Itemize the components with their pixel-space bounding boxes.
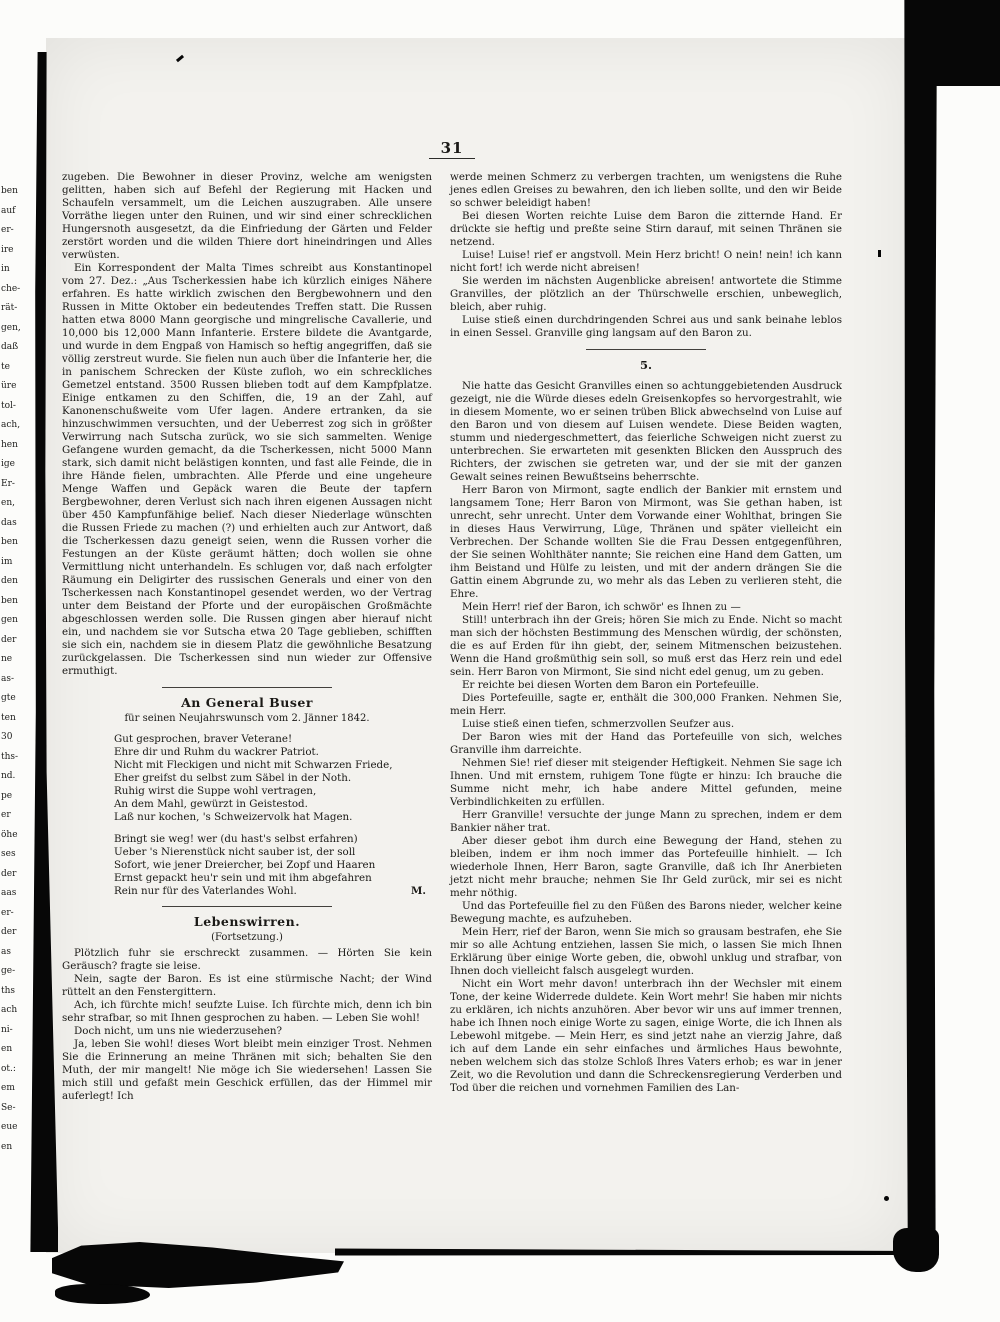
margin-fragment: ne [1, 654, 13, 664]
margin-fragment: nd. [1, 771, 16, 781]
story-paragraph: Bei diesen Worten reichte Luise dem Baron die zitternde Hand. Er drückte sie heftig und preßte seine Stirn darauf, mit seinen Thränen sie netzend. [450, 210, 842, 248]
margin-fragment: gte [1, 693, 16, 703]
margin-fragment: as- [1, 673, 15, 684]
scan-ink-blot-bottom-right [893, 1228, 939, 1272]
margin-fragment: ach [1, 1005, 18, 1015]
story-paragraph: Mein Herr! rief der Baron, ich schwör' es Ihnen zu — [462, 601, 741, 613]
story-paragraph: werde meinen Schmerz zu verbergen trachten, um wenigstens die Ruhe jenes edlen Greises zu bewahren, den ich lieben sollte, und den wir Beide so schwer beleidigt haben! [450, 171, 842, 209]
section-divider [162, 687, 332, 688]
margin-fragment: 30 [1, 732, 13, 742]
margin-fragment: in [1, 264, 10, 274]
news-article [62, 171, 432, 678]
margin-fragment: ige [1, 459, 15, 469]
story-paragraph: Und das Portefeuille fiel zu den Füßen des Barons nieder, welcher keine Bewegung machte, es aufzuheben. [450, 900, 842, 925]
story-continuation-chapter [450, 380, 842, 1095]
poem-line: Ruhig wirst die Suppe wohl vertragen, [114, 785, 317, 797]
section-divider [162, 906, 332, 907]
left-margin-text-fragments [1, 182, 25, 1174]
margin-fragment: Er- [1, 478, 15, 489]
story-paragraph: Luise! Luise! rief er angstvoll. Mein Herz bricht! O nein! nein! ich kann nicht fort! ich werde nicht abreisen! [450, 249, 842, 274]
margin-fragment: tol- [1, 400, 16, 411]
story-paragraph: Luise stieß einen durchdringenden Schrei aus und sank beinahe leblos in einen Sessel. Granville ging langsam auf den Baron zu. [450, 314, 842, 339]
story-paragraph: Aber dieser gebot ihm durch eine Bewegung der Hand, stehen zu bleiben, indem er ihm noch immer das Portefeuille hinhielt. — Ich wiederhole Ihnen, Herr Baron, sagte Granville, daß ich Ihr Anerbieten jetzt nicht mehr brauche; nehmen Sie Ihr Geld zurück, mir sei es nicht mehr nöthig. [450, 835, 842, 899]
margin-fragment: as [1, 946, 11, 957]
story-paragraph: Nein, sagte der Baron. Es ist eine stürmische Nacht; der Wind rüttelt an den Fenstergittern. [62, 973, 432, 998]
margin-fragment: der [1, 868, 17, 879]
story-paragraph: Herr Baron von Mirmont, sagte endlich der Bankier mit ernstem und langsamem Tone; Herr Baron von Mirmont, was Sie gethan haben, ist unrecht, sehr unrecht. Unter dem Vorwande einer Wohlthat, bringen Sie in dieses Haus Verwirrung, Lüge, Thränen und später vielleicht ein Verbrechen. Der Schande wollten Sie die Frau Dessen entgegenführen, der Sie seinen Wohlthäter nannte; Sie reichen eine Hand dem Gatten, um ihm Beistand und Hülfe zu leisten, und mit der andern drängen Sie die Gattin einem Abgrunde zu, wo mehr als das Leben zu verlieren steht, die Ehre. [450, 484, 842, 600]
margin-fragment: ten [1, 712, 16, 723]
margin-fragment: ben [1, 537, 18, 547]
news-paragraph: Ein Korrespondent der Malta Times schreibt aus Konstantinopel vom 27. Dez.: „Aus Tscherkessien habe ich kürzlich einiges Nähere erfahren. Es hatte wirklich zwischen den Bergbewohnern und den Russen in Mitte Oktober ein bedeutendes Treffen statt. Die Russen hatten etwa 8000 Mann georgische und mingrelische Cavallerie, und 10,000 bis 12,000 Mann Infanterie. Erstere bildete die Avantgarde, und wurde in dem Engpaß von Hamisch so heftig angegriffen, daß sie völlig zerstreut wurde. Sie fielen nun auch über die Infanterie her, die in panischem Schrecken der Küste zufloh, wo ein schreckliches Gemetzel entstand. 3500 Russen blieben todt auf dem Kampfplatze. Einige entkamen zu den Schiffen, die, 19 an der Zahl, auf Kanonenschußweite vom Ufer lagen. Andere ertranken, da sie hinzuschwimmen versuchten, und der Ueberrest zog sich in größter Verwirrung nach Sutscha zurück, wo sie sich sammelten. Wenige Gefangene wurden gemacht, da die Tscherkessen, nicht 5000 Mann stark, sich damit nicht belästigen konnten, und fast alle Feinde, die in ihre Hände fielen, umbrachten. Alle Pferde und eine ungeheure Menge Waffen und Gepäck waren die Beute der tapfern Bergbewohner, deren Verlust sich nach ihren eigenen Aussagen nicht über 450 Kampfunfähige belief. Nach dieser Niederlage wünschten die Russen Friede zu machen (?) und erhielten auch zur Antwort, daß die Tscherkessen dazu geneigt seien, wenn die Russen vorher die Festungen an der Küste geräumt hätten; doch wollen sie ohne Vermittlung nicht unterhandeln. Es schlugen vor, daß nach erfolgter Räumung ein Deligirter des russischen Generals und einer von den Tscherkessen nach Konstantinopel gesendet werden, wo der Vertrag unter dem Beistand der Pforte und der europäischen Großmächte abgeschlossen werden solle. Die Russen gingen aber hierauf nicht ein, und nachdem sie vor Sutscha etwa 20 Tage geblieben, schifften sie sich ein, nachdem sie in diesem Platz die gewöhnliche Besatzung zurückgelassen. Die Tscherkessen sind nun wieder zur Offensive ermuthigt. [62, 262, 432, 677]
margin-fragment: pe [1, 790, 13, 801]
margin-fragment: ben [1, 186, 18, 196]
chapter-number: 5. [639, 358, 652, 372]
page-number: 31 [62, 138, 842, 159]
story-paragraph: Plötzlich fuhr sie erschreckt zusammen. — Hörten Sie kein Geräusch? fragte sie leise. [62, 947, 432, 972]
two-column-layout [62, 171, 842, 1103]
poem-line: Rein nur für des Vaterlandes Wohl. [114, 885, 297, 897]
story-paragraph: Still! unterbrach ihn der Greis; hören Sie mich zu Ende. Nicht so macht man sich der höchsten Bestimmung des Menschen würdig, der schönsten, die es auf Erden für ihn giebt, der, seinem Mitmenschen beizustehen. Wenn die Hand großmüthig sein soll, so muß erst das Herz rein und edel sein. Herr Baron von Mirmont, Sie sind nicht edel genug, um zu geben. [450, 614, 842, 678]
story-paragraph: Er reichte bei diesen Worten dem Baron ein Portefeuille. [462, 679, 759, 691]
margin-fragment: rät- [1, 303, 18, 313]
story-paragraph: Luise stieß einen tiefen, schmerzvollen Seufzer aus. [462, 718, 735, 730]
story-paragraph: Nehmen Sie! rief dieser mit steigender Heftigkeit. Nehmen Sie sage ich Ihnen. Und mit ernstem, ruhigem Tone fügte er hinzu: Ich brauche die Summe nicht mehr, ich habe andere Mittel gefunden, meine Verbindlichkeiten zu erfüllen. [450, 757, 842, 808]
story-paragraph: Der Baron wies mit der Hand das Portefeuille von sich, welches Granville ihm darreichte. [450, 731, 842, 756]
margin-fragment: üre [1, 381, 17, 391]
story-paragraph: Ja, leben Sie wohl! dieses Wort bleibt mein einziger Trost. Nehmen Sie die Erinnerung an meine Thränen mit sich; behalten Sie den Muth, der mir mangelt! Nie möge ich Sie wiedersehen! Lassen Sie mich still und gefaßt mein Geschick erfüllen, das der Himmel mir auferlegt! Ich [62, 1038, 432, 1102]
margin-fragment: Se- [1, 1102, 16, 1113]
story-title: Lebenswirren. [193, 914, 301, 929]
margin-fragment: er- [1, 225, 14, 235]
poem-stanza-1 [114, 733, 432, 824]
poem-title: An General Buser [181, 695, 313, 710]
margin-fragment: en [1, 1141, 13, 1152]
margin-fragment: auf [1, 205, 16, 216]
margin-fragment: ben [1, 595, 18, 606]
margin-fragment: gen [1, 615, 18, 625]
margin-fragment: gen, [1, 322, 21, 333]
story-paragraph: Herr Granville! versuchte der junge Mann zu sprechen, indem er dem Bankier näher trat. [450, 809, 842, 834]
margin-fragment: te [1, 361, 10, 372]
poem-author-initial: M. [411, 885, 426, 897]
margin-fragment: ni- [1, 1024, 13, 1035]
margin-fragment: ge- [1, 966, 16, 976]
poem-line: Laß nur kochen, 's Schweizervolk hat Magen. [114, 811, 353, 823]
left-column [62, 171, 432, 1103]
margin-fragment: ths- [1, 751, 19, 762]
story-paragraph: Mein Herr, rief der Baron, wenn Sie mich so grausam bestrafen, ehe Sie mir so alle Achtung entziehen, lassen Sie mich, o lassen Sie mich Ihnen Erklärung über einige Worte geben, die, obwohl unklug und strafbar, von Ihnen doch vielleicht falsch ausgelegt wurden. [450, 926, 842, 977]
margin-fragment: daß [1, 342, 19, 352]
story-paragraph: Sie werden im nächsten Augenblicke abreisen! antwortete die Stimme Granvilles, der plötzlich an der Thürschwelle erschien, unbeweglich, bleich, aber ruhig. [450, 275, 842, 313]
margin-fragment: im [1, 556, 13, 567]
poem-line: Nicht mit Fleckigen und nicht mit Schwarzen Friede, [114, 759, 393, 771]
margin-fragment: ire [1, 244, 14, 255]
scan-black-corner-top-right [928, 0, 1000, 86]
newspaper-page-content [62, 138, 842, 1216]
story-continuation-top [450, 171, 842, 340]
margin-fragment: er- [1, 907, 14, 918]
margin-fragment: öhe [1, 829, 18, 840]
poem-line: Ernst gepackt heu'r sein und mit ihm abgefahren [114, 872, 372, 884]
poem-line: Eher greifst du selbst zum Säbel in der Noth. [114, 772, 352, 784]
poem-subtitle: für seinen Neujahrswunsch vom 2. Jänner 1842. [124, 713, 370, 724]
scan-ink-blot-bottom-small [55, 1284, 150, 1304]
story-paragraph: Nicht ein Wort mehr davon! unterbrach ihn der Wechsler mit einem Tone, der keine Widerrede duldete. Kein Wort mehr! Sie haben mir nichts zu erklären, ich nichts anzuhören. Aber bevor wir uns auf immer trennen, habe ich Ihnen noch einige Worte zu sagen, einige Worte, die ich Ihnen als Lebewohl mitgebe. — Mein Herr, es sind jetzt nahe an vierzig Jahre, daß ich auf dem Lande ein sehr einfaches und ärmliches Haus bewohnte, neben welchem sich das stolze Schloß Ihres Vaters erhob; es war in jener Zeit, wo die Revolution und dann die Schreckensregierung Verderben und Tod über die reichen und vornehmen Familien des Lan- [450, 978, 842, 1094]
margin-fragment: das [1, 517, 17, 528]
poem-line: Ehre dir und Ruhm du wackrer Patriot. [114, 746, 319, 758]
margin-fragment: ach, [1, 420, 21, 430]
margin-fragment: der [1, 927, 17, 937]
margin-fragment: ses [1, 849, 16, 859]
margin-fragment: den [1, 576, 18, 586]
right-column [450, 171, 842, 1103]
story-subtitle: (Fortsetzung.) [211, 932, 283, 943]
scan-speck [884, 1196, 889, 1201]
margin-fragment: aas [1, 888, 17, 898]
story-paragraph: Ach, ich fürchte mich! seufzte Luise. Ich fürchte mich, denn ich bin sehr strafbar, so mit Ihnen gesprochen zu haben. — Leben Sie wohl! [62, 999, 432, 1024]
poem-line: An dem Mahl, gewürzt in Geistestod. [114, 798, 308, 810]
margin-fragment: der [1, 634, 17, 645]
news-paragraph: zugeben. Die Bewohner in dieser Provinz, welche am wenigsten gelitten, haben sich auf Befehl der Regierung mit Hacken und Schaufeln versammelt, um die Leichen auszugraben. Alle unsere Vorräthe liegen unter den Ruinen, und wir sind einer schrecklichen Hungersnoth ausgesetzt, da die Einfriedung der Gärten und Felder zerstört worden und die wilden Thiere dort hineindringen und Alles verwüsten. [62, 171, 432, 261]
margin-fragment: en [1, 1044, 13, 1054]
chapter-divider [586, 349, 706, 350]
margin-fragment: eue [1, 1122, 18, 1132]
scan-black-strip-right [903, 0, 937, 1258]
margin-fragment: che- [1, 283, 21, 294]
story-text [62, 947, 432, 1103]
margin-fragment: em [1, 1083, 15, 1093]
scan-speck [878, 250, 881, 257]
poem-line: Ueber 's Nierenstück nicht sauber ist, der soll [114, 846, 356, 858]
story-paragraph: Dies Portefeuille, sagte er, enthält die 300,000 Franken. Nehmen Sie, mein Herr. [450, 692, 842, 717]
margin-fragment: ot.: [1, 1063, 16, 1074]
margin-fragment: er [1, 810, 11, 820]
margin-fragment: en, [1, 498, 15, 508]
poem-line: Bringt sie weg! wer (du hast's selbst erfahren) [114, 833, 358, 845]
margin-fragment: hen [1, 439, 18, 450]
poem-line: Gut gesprochen, braver Veterane! [114, 733, 293, 745]
poem-line: Sofort, wie jener Dreiercher, bei Zopf und Haaren [114, 859, 376, 871]
story-paragraph: Nie hatte das Gesicht Granvilles einen so achtunggebietenden Ausdruck gezeigt, nie die Würde dieses edeln Greisenkopfes so hervorgestrahlt, wie in diesem Momente, wo er seinen trüben Blick abwechselnd von Luise auf den Baron und von diesem auf Luisen wendete. Diese Beiden wagten, stumm und niedergeschmettert, das feierliche Schweigen nicht zuerst zu unterbrechen. Sie erwarteten mit gesenkten Blicken den Ausspruch des Richters, der zwischen sie getreten war, und der sie mit der ganzen Gewalt seines reinen Bewußtseins beherrschte. [450, 380, 842, 483]
story-paragraph: Doch nicht, um uns nie wiederzusehen? [74, 1025, 283, 1037]
margin-fragment: ths [1, 985, 16, 996]
